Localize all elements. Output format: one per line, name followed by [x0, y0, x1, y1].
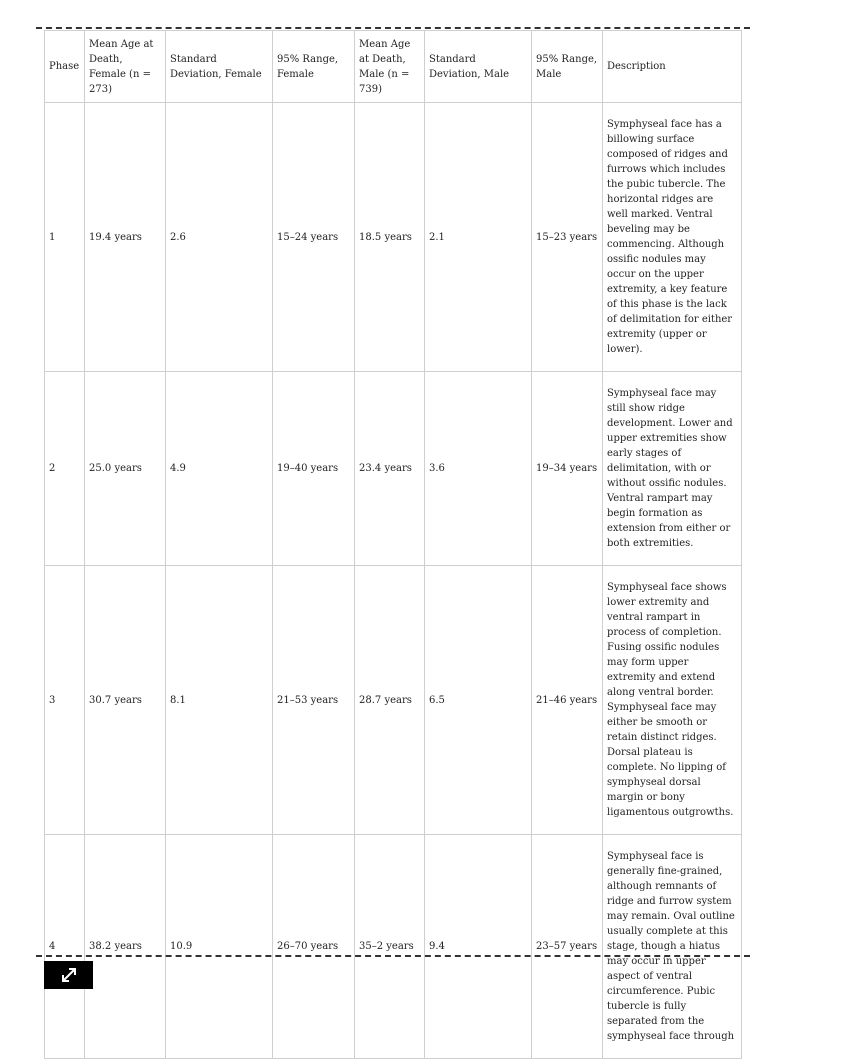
dashed-border-top: [36, 27, 750, 29]
cell-description: Symphyseal face has a billowing surface composed of ridges and furrows which includes the pubic tubercle. The horizontal ridges are well marked. Ventral beveling may be commencing. Although ossific nodules may occur on the upper extremity, a key feature of this phase is the lack of delimitation for either extremity (upper or lower).: [603, 103, 742, 372]
header-range-female: 95% Range, Female: [273, 31, 355, 103]
cell-sd-female: 2.6: [166, 103, 273, 372]
cell-range-female: 21–53 years: [273, 566, 355, 835]
cell-mean-age-male: 23.4 years: [355, 372, 425, 566]
header-sd-male: Standard Deviation, Male: [425, 31, 532, 103]
cell-sd-male: 3.6: [425, 372, 532, 566]
cell-sd-male: 2.1: [425, 103, 532, 372]
cell-range-female: 15–24 years: [273, 103, 355, 372]
cell-sd-female: 8.1: [166, 566, 273, 835]
table-row: [45, 372, 742, 566]
header-sd-female: Standard Deviation, Female: [166, 31, 273, 103]
cell-range-male: 19–34 years: [532, 372, 603, 566]
cell-range-female: 19–40 years: [273, 372, 355, 566]
cell-sd-female: 4.9: [166, 372, 273, 566]
cell-mean-age-female: 38.2 years: [85, 835, 166, 1059]
table-frame: [36, 27, 750, 1042]
cell-description: Symphyseal face shows lower extremity and ventral rampart in process of completion. Fusing ossific nodules may form upper extremity and extend along ventral border. Symphyseal face may either be smooth or retain distinct ridges. Dorsal plateau is complete. No lipping of symphyseal dorsal margin or bony ligamentous outgrowths.: [603, 566, 742, 835]
cell-mean-age-male: 18.5 years: [355, 103, 425, 372]
cell-mean-age-female: 30.7 years: [85, 566, 166, 835]
cell-description: Symphyseal face may still show ridge development. Lower and upper extremities show early stages of delimitation, with or without ossific nodules. Ventral rampart may begin formation as extension from either or both extremities.: [603, 372, 742, 566]
cell-phase: 4: [45, 835, 85, 1059]
header-mean-age-female: Mean Age at Death, Female (n = 273): [85, 31, 166, 103]
cell-range-female: 26–70 years: [273, 835, 355, 1059]
cell-sd-male: 9.4: [425, 835, 532, 1059]
table-row: [45, 566, 742, 835]
cell-phase: 2: [45, 372, 85, 566]
cell-sd-female: 10.9: [166, 835, 273, 1059]
header-mean-age-male: Mean Age at Death, Male (n = 739): [355, 31, 425, 103]
table-row: [45, 835, 742, 1059]
cell-mean-age-male: 28.7 years: [355, 566, 425, 835]
cell-mean-age-female: 25.0 years: [85, 372, 166, 566]
cell-range-male: 15–23 years: [532, 103, 603, 372]
header-phase: Phase: [45, 31, 85, 103]
table-row: [45, 103, 742, 372]
header-description: Description: [603, 31, 742, 103]
cell-description: Symphyseal face is generally fine-grained, although remnants of ridge and furrow system may remain. Oval outline usually complete at this stage, though a hiatus may occur in upper aspect of ventral circumference. Pubic tubercle is fully separated from the symphyseal face through: [603, 835, 742, 1059]
expand-table-button[interactable]: [44, 961, 93, 989]
cell-phase: 1: [45, 103, 85, 372]
pubic-symphysis-phase-table: [44, 30, 742, 1059]
cell-sd-male: 6.5: [425, 566, 532, 835]
cell-phase: 3: [45, 566, 85, 835]
header-row: [45, 31, 742, 103]
expand-icon: [58, 964, 80, 986]
dashed-border-bottom: [36, 955, 750, 957]
cell-mean-age-male: 35–2 years: [355, 835, 425, 1059]
cell-range-male: 21–46 years: [532, 566, 603, 835]
cell-mean-age-female: 19.4 years: [85, 103, 166, 372]
header-range-male: 95% Range, Male: [532, 31, 603, 103]
cell-range-male: 23–57 years: [532, 835, 603, 1059]
